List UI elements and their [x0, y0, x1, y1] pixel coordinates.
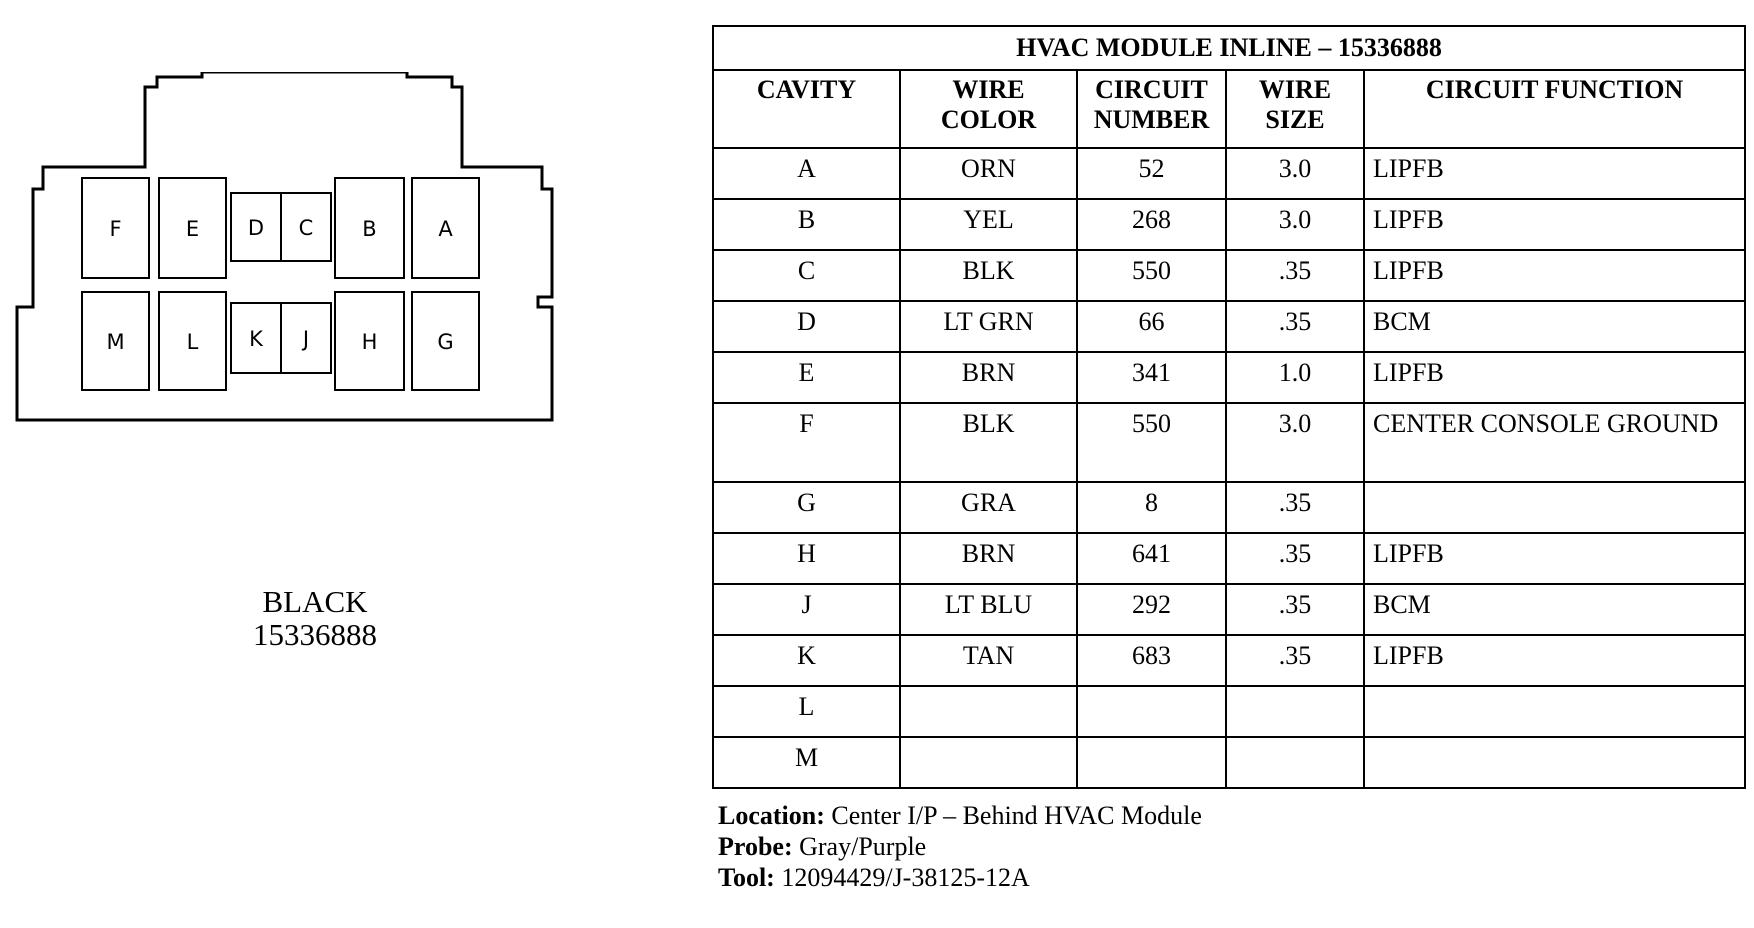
- cell-circuit-number: 292: [1077, 584, 1226, 635]
- cell-wire-color: LT BLU: [900, 584, 1077, 635]
- table-row: [713, 199, 1745, 250]
- table-row: [713, 301, 1745, 352]
- cell-wire-size: .35: [1226, 301, 1364, 352]
- cell-wire-color: BRN: [900, 533, 1077, 584]
- cell-wire-color: TAN: [900, 635, 1077, 686]
- cell-wire-color: LT GRN: [900, 301, 1077, 352]
- cell-wire-color: YEL: [900, 199, 1077, 250]
- cell-circuit-number: [1077, 737, 1226, 788]
- cavity-j-label: J: [302, 327, 310, 351]
- table-title: HVAC MODULE INLINE – 15336888: [713, 26, 1745, 70]
- cell-cavity: D: [713, 301, 900, 352]
- tool-line: [718, 862, 1202, 893]
- connector-housing-outline: [17, 72, 552, 420]
- cell-circuit-function: BCM: [1364, 301, 1745, 352]
- cell-circuit-number: 550: [1077, 250, 1226, 301]
- tool-label: Tool:: [718, 863, 775, 892]
- cell-wire-size: 3.0: [1226, 403, 1364, 482]
- cavity-h-label: H: [361, 330, 378, 354]
- cavity-g-label: G: [437, 330, 454, 354]
- cell-cavity: F: [713, 403, 900, 482]
- cell-wire-color: [900, 686, 1077, 737]
- probe-value: Gray/Purple: [799, 832, 927, 861]
- table-row: [713, 635, 1745, 686]
- table-row: [713, 148, 1745, 199]
- cell-circuit-function: [1364, 482, 1745, 533]
- cell-wire-size: [1226, 686, 1364, 737]
- cell-wire-color: GRA: [900, 482, 1077, 533]
- cell-circuit-function: LIPFB: [1364, 533, 1745, 584]
- cell-wire-size: 3.0: [1226, 148, 1364, 199]
- connector-color-label: BLACK: [262, 584, 368, 619]
- cell-wire-color: BLK: [900, 403, 1077, 482]
- cell-wire-size: .35: [1226, 250, 1364, 301]
- table-row: [713, 482, 1745, 533]
- cell-circuit-number: 8: [1077, 482, 1226, 533]
- cell-wire-size: .35: [1226, 482, 1364, 533]
- table-row: [713, 584, 1745, 635]
- probe-label: Probe:: [718, 832, 793, 861]
- cell-wire-size: 3.0: [1226, 199, 1364, 250]
- table-row: [713, 403, 1745, 482]
- cell-wire-size: [1226, 737, 1364, 788]
- cell-wire-color: ORN: [900, 148, 1077, 199]
- cell-cavity: B: [713, 199, 900, 250]
- cell-circuit-number: 550: [1077, 403, 1226, 482]
- cell-circuit-number: 66: [1077, 301, 1226, 352]
- cell-cavity: K: [713, 635, 900, 686]
- cell-wire-color: BRN: [900, 352, 1077, 403]
- cavity-e-label: E: [185, 217, 200, 241]
- cell-wire-color: BLK: [900, 250, 1077, 301]
- cavity-c-label: C: [298, 216, 314, 240]
- cell-circuit-number: [1077, 686, 1226, 737]
- cavity-d-label: D: [247, 216, 265, 240]
- table-row: [713, 686, 1745, 737]
- cavity-m-label: M: [106, 330, 125, 354]
- cell-circuit-function: BCM: [1364, 584, 1745, 635]
- pinout-table: [712, 25, 1746, 789]
- cell-circuit-function: [1364, 686, 1745, 737]
- table-title-row: [713, 26, 1745, 70]
- table-row: [713, 352, 1745, 403]
- cell-cavity: A: [713, 148, 900, 199]
- header-cavity: CAVITY: [713, 70, 900, 148]
- header-circuit-number: CIRCUIT NUMBER: [1077, 70, 1226, 148]
- cell-cavity: J: [713, 584, 900, 635]
- cell-circuit-number: 683: [1077, 635, 1226, 686]
- cell-wire-color: [900, 737, 1077, 788]
- cavity-f-label: F: [109, 217, 122, 241]
- cell-wire-size: .35: [1226, 533, 1364, 584]
- cavity-a-label: A: [438, 217, 453, 241]
- location-value: Center I/P – Behind HVAC Module: [831, 801, 1202, 830]
- cell-cavity: M: [713, 737, 900, 788]
- cell-cavity: L: [713, 686, 900, 737]
- cell-cavity: G: [713, 482, 900, 533]
- cell-cavity: E: [713, 352, 900, 403]
- connector-caption: [190, 585, 440, 651]
- cell-wire-size: .35: [1226, 584, 1364, 635]
- cavity-k-label: K: [249, 327, 263, 351]
- cell-wire-size: .35: [1226, 635, 1364, 686]
- tool-value: 12094429/J-38125-12A: [781, 863, 1030, 892]
- table-row: [713, 533, 1745, 584]
- cell-circuit-function: CENTER CONSOLE GROUND: [1364, 403, 1745, 482]
- cell-circuit-number: 341: [1077, 352, 1226, 403]
- cell-circuit-function: LIPFB: [1364, 199, 1745, 250]
- table-row: [713, 737, 1745, 788]
- table-header-row: [713, 70, 1745, 148]
- connector-info: [718, 800, 1202, 893]
- cavity-b-label: B: [362, 217, 377, 241]
- location-line: [718, 800, 1202, 831]
- cell-cavity: C: [713, 250, 900, 301]
- header-wire-color: WIRE COLOR: [900, 70, 1077, 148]
- cell-circuit-number: 52: [1077, 148, 1226, 199]
- connector-face-svg: [12, 72, 572, 482]
- cell-circuit-function: LIPFB: [1364, 148, 1745, 199]
- cell-circuit-function: LIPFB: [1364, 250, 1745, 301]
- cell-circuit-function: [1364, 737, 1745, 788]
- cell-cavity: H: [713, 533, 900, 584]
- header-circuit-function: CIRCUIT FUNCTION: [1364, 70, 1745, 148]
- cell-circuit-number: 641: [1077, 533, 1226, 584]
- location-label: Location:: [718, 801, 825, 830]
- cell-circuit-function: LIPFB: [1364, 635, 1745, 686]
- cell-wire-size: 1.0: [1226, 352, 1364, 403]
- probe-line: [718, 831, 1202, 862]
- cavity-l-label: L: [186, 330, 199, 354]
- table-row: [713, 250, 1745, 301]
- header-wire-size: WIRE SIZE: [1226, 70, 1364, 148]
- cell-circuit-number: 268: [1077, 199, 1226, 250]
- connector-part-number: 15336888: [253, 617, 377, 652]
- cell-circuit-function: LIPFB: [1364, 352, 1745, 403]
- connector-diagram: [12, 72, 572, 482]
